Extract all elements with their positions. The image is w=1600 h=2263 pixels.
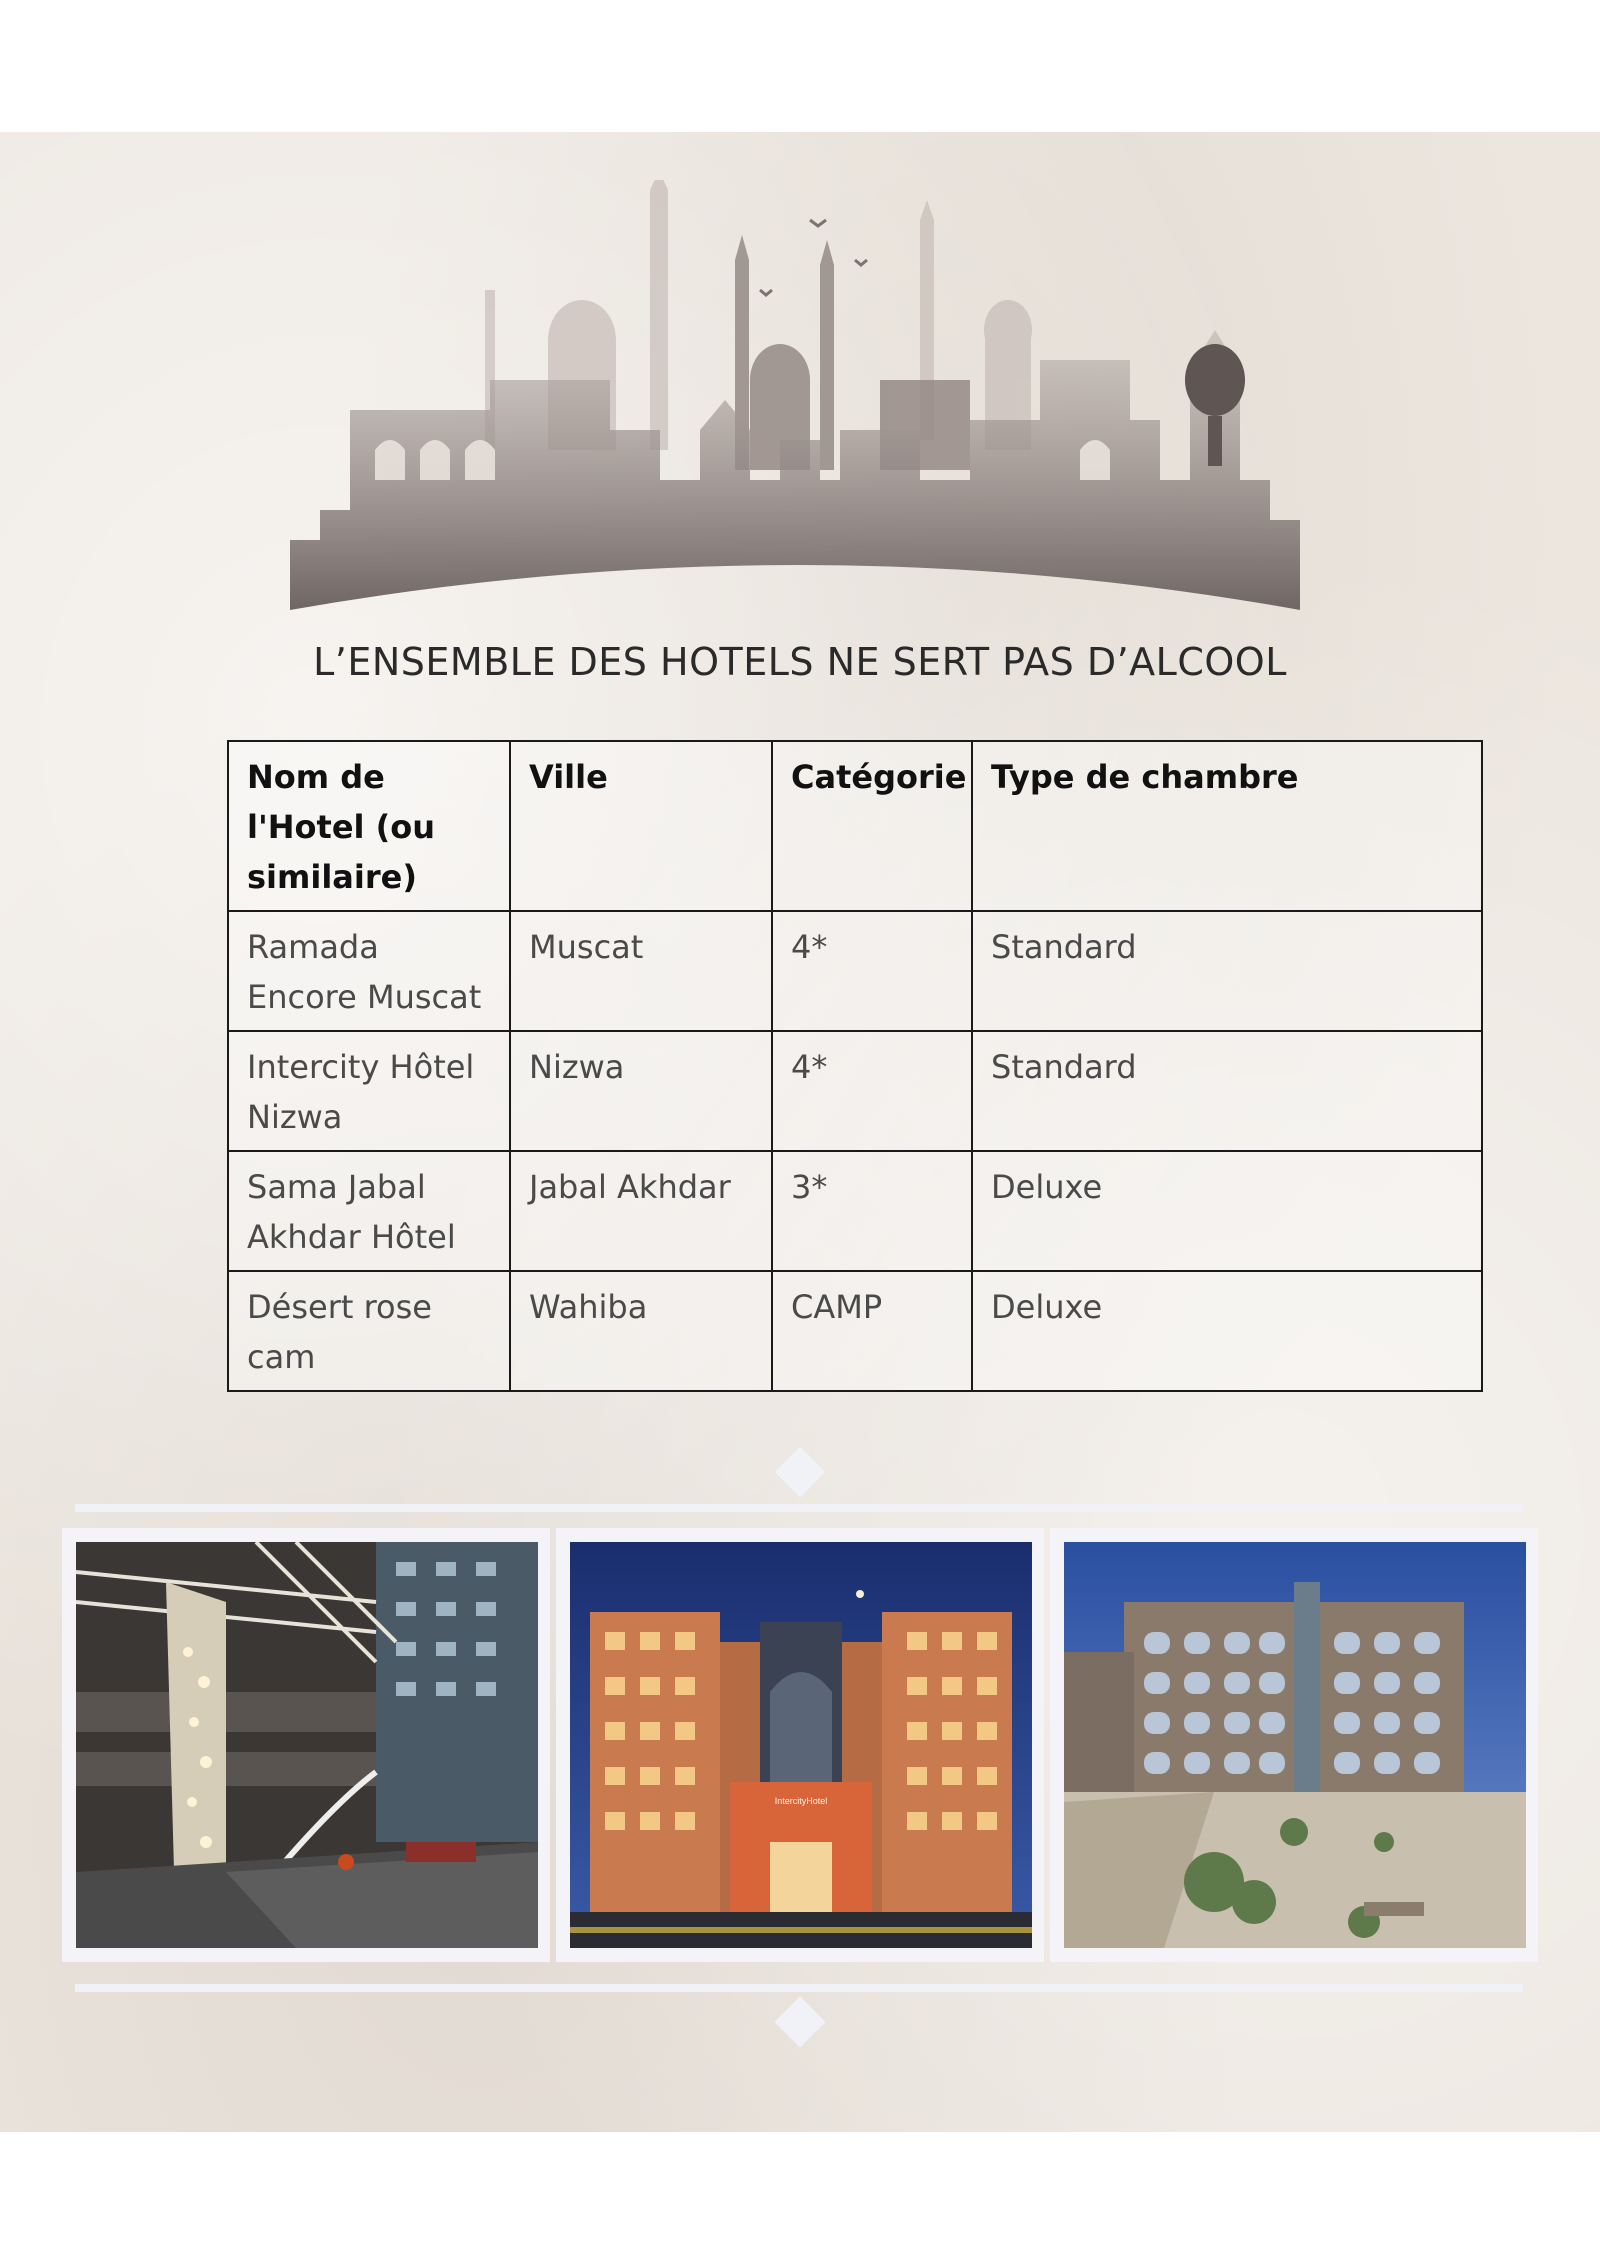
column-header-city: Ville	[510, 741, 772, 911]
hotel-lobby-photo	[76, 1542, 538, 1948]
table-row	[228, 911, 1482, 1031]
hotel-name-cell: Sama Jabal Akhdar Hôtel	[228, 1151, 510, 1271]
city-cell: Nizwa	[510, 1031, 772, 1151]
category-cell: 3*	[772, 1151, 972, 1271]
city-cell: Wahiba	[510, 1271, 772, 1391]
category-cell: 4*	[772, 1031, 972, 1151]
category-cell: CAMP	[772, 1271, 972, 1391]
sama-jabal-akhdar-photo	[1064, 1542, 1526, 1948]
city-cell: Jabal Akhdar	[510, 1151, 772, 1271]
oman-skyline-illustration	[280, 180, 1320, 620]
frame-bottom-line	[75, 1984, 1523, 1992]
hotel-name-cell: Désert rose cam	[228, 1271, 510, 1391]
column-header-category: Catégorie	[772, 741, 972, 911]
column-header-room-type: Type de chambre	[972, 741, 1482, 911]
frame-top-line	[75, 1504, 1523, 1512]
hotel-table	[227, 740, 1483, 1392]
room-type-cell: Deluxe	[972, 1151, 1482, 1271]
table-row	[228, 1031, 1482, 1151]
no-alcohol-notice: L’ENSEMBLE DES HOTELS NE SERT PAS D’ALCOOL	[313, 640, 1287, 684]
table-row	[228, 1271, 1482, 1391]
city-cell: Muscat	[510, 911, 772, 1031]
room-type-cell: Standard	[972, 911, 1482, 1031]
column-header-hotel-name: Nom de l'Hotel (ou similaire)	[228, 741, 510, 911]
intercity-hotel-photo	[570, 1542, 1032, 1948]
hotel-sign-text: IntercityHotel	[774, 1796, 828, 1806]
room-type-cell: Deluxe	[972, 1271, 1482, 1391]
table-row	[228, 1151, 1482, 1271]
hotel-name-cell: Intercity Hôtel Nizwa	[228, 1031, 510, 1151]
hotel-name-cell: Ramada Encore Muscat	[228, 911, 510, 1031]
table-header-row	[228, 741, 1482, 911]
room-type-cell: Standard	[972, 1031, 1482, 1151]
category-cell: 4*	[772, 911, 972, 1031]
